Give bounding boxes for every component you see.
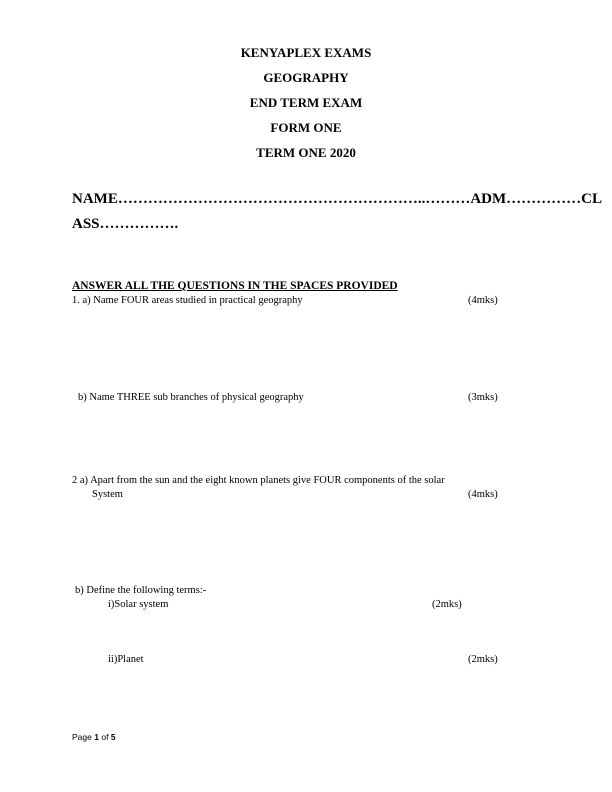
- question-1a-marks: (4mks): [468, 295, 498, 306]
- page-label: Page: [72, 732, 92, 742]
- class-field: ASS…………….: [72, 216, 179, 232]
- question-1a: 1. a) Name FOUR areas studied in practical geography: [72, 295, 303, 306]
- form-title: FORM ONE: [270, 120, 342, 135]
- question-1b-marks: (3mks): [468, 392, 498, 403]
- of-label: of: [101, 732, 109, 742]
- question-2a: 2 a) Apart from the sun and the eight known planets give FOUR components of the solar: [72, 475, 445, 486]
- exam-title: END TERM EXAM: [249, 95, 363, 110]
- question-2b-ii-marks: (2mks): [468, 654, 498, 665]
- instruction-heading: ANSWER ALL THE QUESTIONS IN THE SPACES PROVIDED: [72, 280, 398, 292]
- term-title: TERM ONE 2020: [256, 145, 356, 160]
- page-total: 5: [110, 732, 116, 742]
- question-2b: b) Define the following terms:-: [75, 585, 207, 596]
- page-footer: [72, 732, 116, 742]
- name-adm-field: NAME……………………………………………………..………ADM……………CL: [72, 191, 602, 207]
- question-2a-marks: (4mks): [468, 489, 498, 500]
- question-1b: b) Name THREE sub branches of physical geography: [78, 392, 304, 403]
- question-2b-ii: ii)Planet: [108, 654, 144, 665]
- question-2b-i-marks: (2mks): [432, 599, 462, 610]
- page-number: 1: [94, 732, 99, 742]
- subject-title: GEOGRAPHY: [263, 70, 349, 85]
- question-2a-continued: System: [92, 489, 123, 500]
- question-2b-i: i)Solar system: [108, 599, 169, 610]
- school-title: KENYAPLEX EXAMS: [240, 45, 372, 60]
